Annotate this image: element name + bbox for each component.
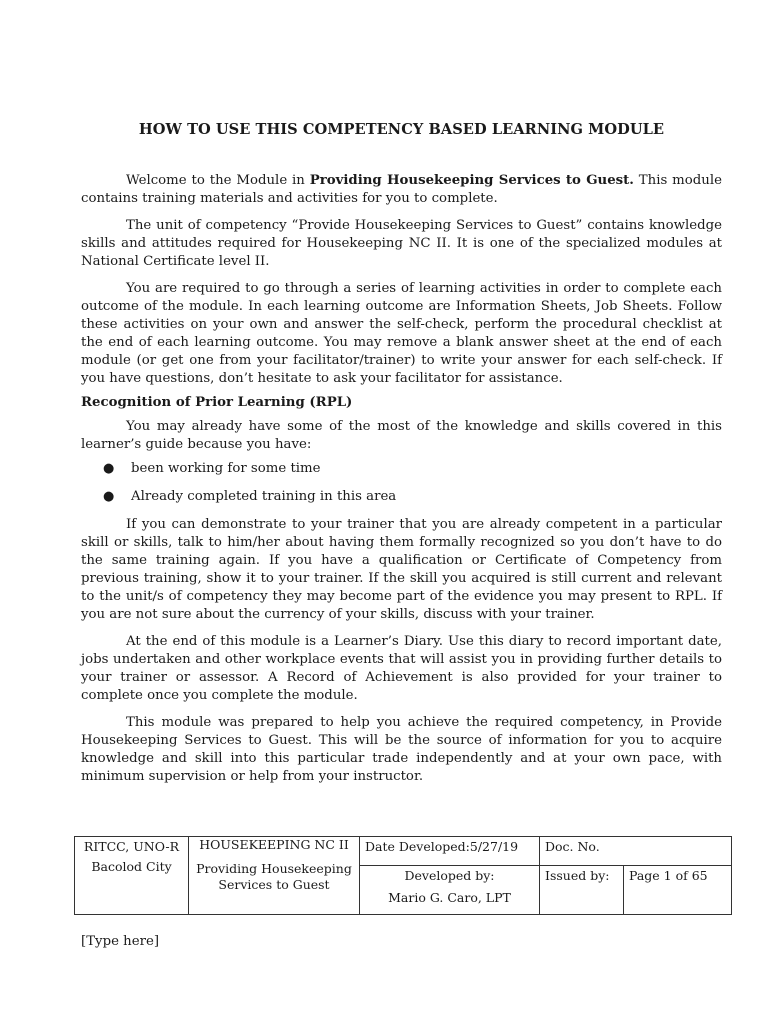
- footer-developer: Mario G. Caro, LPT: [388, 890, 511, 905]
- footer-date-cell: [360, 837, 540, 866]
- bullet-icon: ●: [103, 461, 115, 476]
- footer-institution: RITCC, UNO-R: [83, 839, 180, 854]
- intro-paragraph: [81, 172, 722, 208]
- footer-date-developed: Date Developed:5/27/19: [365, 839, 519, 854]
- footer-docno-cell: [540, 837, 732, 866]
- prepared-paragraph: This module was prepared to help you achieve the required competency, in Provide Housekeeping Services to Guest. This will be the source of information for you to acquire knowledge and skill into this particular trade independently and at your own pace, with minimum supervision or help from your instructor.: [81, 715, 722, 784]
- footer-issued-cell: [540, 866, 624, 915]
- footer-page-cell: [624, 866, 732, 915]
- footer-developed-by-label: Developed by:: [404, 868, 495, 883]
- footer-developer-cell: [360, 866, 540, 915]
- demonstrate-paragraph: If you can demonstrate to your trainer that you are already competent in a particular skill or skills, talk to him/her about having them formally recognized so you don’t have to do the same training again. If you have a qualification or Certificate of Competency from previous training, show it to your trainer. If the skill you acquired is still current and relevant to the unit/s of competency they may become part of the evidence you may present to RPL. If you are not sure about the currency of your skills, discuss with your trainer.: [81, 517, 722, 622]
- unit-paragraph: The unit of competency “Provide Housekeeping Services to Guest” contains knowledge skills and attitudes required for Housekeeping NC II. It is one of the specialized modules at National Certificate level II.: [81, 218, 722, 269]
- document-title: HOW TO USE THIS COMPETENCY BASED LEARNING MODULE: [138, 121, 665, 138]
- list-item: [81, 488, 722, 506]
- list-item-text: Already completed training in this area: [131, 489, 397, 504]
- footer-qualification: HOUSEKEEPING NC II: [199, 837, 349, 852]
- rpl-bullet-list: [81, 460, 722, 506]
- footer-qualification-cell: [189, 837, 360, 915]
- diary-paragraph: At the end of this module is a Learner’s Diary. Use this diary to record important date, jobs undertaken and other workplace events that will assist you in providing further details to your trainer or assessor. A Record of Achievement is also provided for your trainer to complete once you complete the module.: [81, 634, 722, 703]
- rpl-intro-paragraph: You may already have some of the most of the knowledge and skills covered in this learner’s guide because you have:: [81, 419, 722, 452]
- footer-module-title: Providing Housekeeping Services to Guest: [196, 861, 352, 892]
- intro-module-name: Providing Housekeeping Services to Guest.: [309, 173, 634, 188]
- footer-doc-no: Doc. No.: [545, 839, 600, 854]
- footer-institution-cell: [75, 837, 189, 915]
- rpl-heading: Recognition of Prior Learning (RPL): [81, 395, 353, 410]
- bullet-icon: ●: [103, 489, 115, 504]
- document-body: [81, 172, 722, 795]
- list-item: [81, 460, 722, 478]
- activities-paragraph: You are required to go through a series of learning activities in order to complete each outcome of the module. In each learning outcome are Information Sheets, Job Sheets. Follow these activities on your own and answer the self-check, perform the procedural checklist at the end of each learning outcome. You may remove a blank answer sheet at the end of each module (or get one from your facilitator/trainer) to write your answer for each self-check. If you have questions, don’t hesitate to ask your facilitator for assistance.: [81, 281, 722, 386]
- intro-prefix: Welcome to the Module in: [126, 173, 310, 188]
- type-here-placeholder[interactable]: [Type here]: [81, 934, 160, 949]
- list-item-text: been working for some time: [131, 461, 321, 476]
- footer-table: [74, 836, 732, 915]
- intro-suffix: This module contains training materials and activities for you to complete.: [81, 173, 722, 206]
- footer-page-number: Page 1 of 65: [629, 868, 708, 883]
- footer-city: Bacolod City: [91, 859, 172, 874]
- footer-issued-by: Issued by:: [545, 868, 610, 883]
